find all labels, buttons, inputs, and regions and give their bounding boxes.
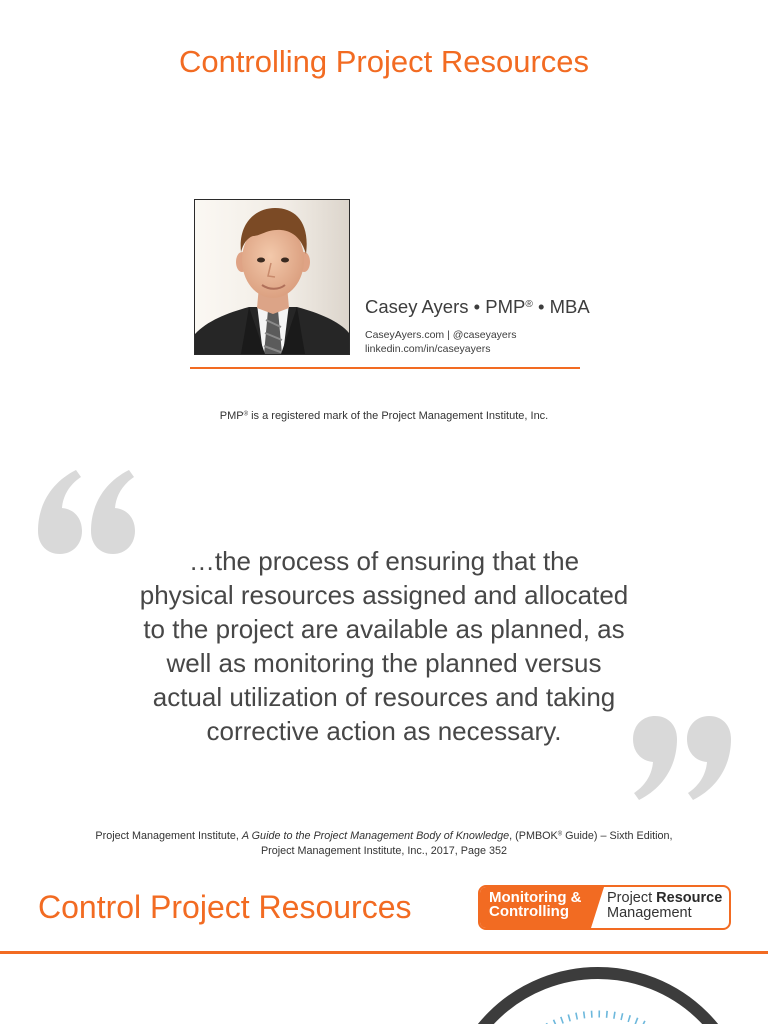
knowledge-area-line	[607, 891, 722, 906]
knowledge-area-label	[607, 891, 722, 920]
open-quote-icon	[38, 470, 135, 554]
process-group-line: Controlling	[489, 903, 569, 920]
quote-line: well as monitoring the planned versus	[166, 648, 602, 678]
knowledge-area-line: Management	[607, 904, 692, 921]
process-badge	[478, 885, 731, 930]
section-divider	[0, 951, 768, 954]
ring-outline	[449, 973, 747, 1024]
ring-tick-marks	[490, 1014, 706, 1024]
citation-edition: , (PMBOK® Guide) – Sixth Edition,	[509, 830, 673, 842]
author-portrait	[195, 200, 349, 354]
knowledge-area-prefix: Project	[607, 890, 657, 906]
close-quote-icon	[633, 716, 731, 800]
registered-mark: ®	[525, 298, 533, 310]
quote-line: physical resources assigned and allocated	[139, 580, 629, 610]
process-group-label	[489, 891, 581, 919]
citation-line	[0, 829, 768, 844]
section-title: Control Project Resources	[38, 889, 412, 925]
author-divider	[190, 367, 580, 369]
citation-line: Project Management Institute, Inc., 2017, Page 352	[260, 845, 508, 857]
process-group-line: Monitoring &	[489, 889, 582, 906]
registered-mark: ®	[243, 411, 249, 418]
author-contact	[365, 328, 517, 356]
quote-line: actual utilization of resources and taking	[152, 682, 616, 712]
quote-line: to the project are available as planned, as	[143, 614, 625, 644]
author-website: CaseyAyers.com | @caseyayers	[365, 329, 517, 341]
author-photo	[194, 199, 350, 355]
process-ring-graphic	[0, 955, 768, 1024]
author-name: Casey Ayers • PMP® • MBA	[365, 296, 590, 317]
citation	[0, 829, 768, 859]
citation-book-title: A Guide to the Project Management Body of Knowledge	[241, 830, 510, 842]
quote-line: corrective action as necessary.	[206, 716, 562, 746]
registered-mark: ®	[557, 831, 563, 838]
author-linkedin: linkedin.com/in/caseyayers	[365, 343, 491, 355]
citation-publisher: Project Management Institute,	[95, 830, 242, 842]
knowledge-area-emphasis: Resource	[656, 890, 723, 906]
pmp-disclaimer: PMP® is a registered mark of the Project Management Institute, Inc.	[219, 410, 549, 422]
slide-title: Controlling Project Resources	[178, 44, 590, 79]
quote-line: …the process of ensuring that the	[188, 546, 580, 576]
